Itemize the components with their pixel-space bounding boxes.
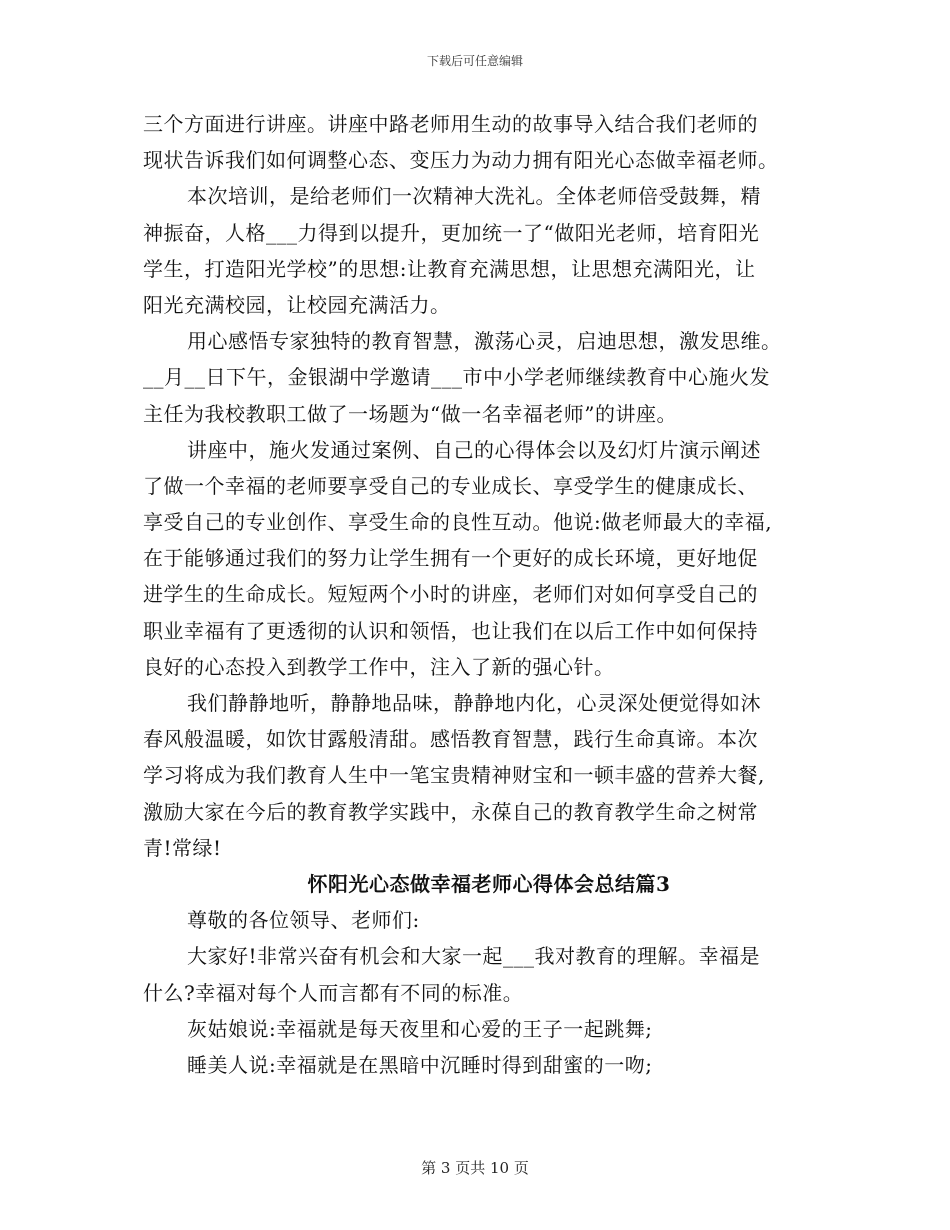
page-header: 下载后可任意编辑: [426, 54, 523, 68]
text-line: 春风般温暖，如饮甘露般清甜。感悟教育智慧，践行生命真谛。本次: [143, 727, 758, 752]
text-line: 现状告诉我们如何调整心态、变压力为动力拥有阳光心态做幸福老师。: [143, 148, 779, 173]
text-line: __月__日下午，金银湖中学邀请___市中小学老师继续教育中心施火发: [143, 365, 770, 390]
text-line: 灰姑娘说:幸福就是每天夜里和心爱的王子一起跳舞;: [187, 1016, 653, 1041]
text-line: 了做一个幸福的老师要享受自己的专业成长、享受学生的健康成长、: [143, 473, 758, 498]
text-line: 良好的心态投入到教学工作中，注入了新的强心针。: [143, 654, 615, 679]
text-line: 大家好!非常兴奋有机会和大家一起___我对教育的理解。幸福是: [187, 944, 761, 969]
text-line: 职业幸福有了更透彻的认识和领悟，也让我们在以后工作中如何保持: [143, 618, 758, 643]
text-line: 神振奋，人格___力得到以提升，更加统一了“做阳光老师，培育阳光: [143, 220, 760, 245]
text-line: 本次培训，是给老师们一次精神大洗礼。全体老师倍受鼓舞，精: [187, 184, 761, 209]
text-line: 享受自己的专业创作、享受生命的良性互动。他说:做老师最大的幸福,: [143, 510, 773, 535]
text-line: 用心感悟专家独特的教育智慧，激荡心灵，启迪思想，激发思维。: [187, 329, 782, 354]
text-line: 什么?幸福对每个人而言都有不同的标准。: [143, 980, 524, 1005]
text-line: 激励大家在今后的教育教学实践中，永葆自己的教育教学生命之树常: [143, 799, 758, 824]
text-line: 青!常绿!: [143, 835, 222, 860]
section-heading: 怀阳光心态做幸福老师心得体会总结篇3: [307, 871, 671, 896]
text-line: 主任为我校教职工做了一场题为“做一名幸福老师”的讲座。: [143, 401, 677, 426]
text-line: 三个方面进行讲座。讲座中路老师用生动的故事导入结合我们老师的: [143, 112, 758, 136]
document-body: [143, 106, 815, 1083]
text-line: 我们静静地听，静静地品味，静静地内化，心灵深处便觉得如沐: [187, 691, 761, 715]
text-line: 学生，打造阳光学校”的思想:让教育充满思想，让思想充满阳光，让: [143, 256, 756, 281]
page-footer: 第 3 页共 10 页: [421, 1159, 529, 1177]
text-line: 在于能够通过我们的努力让学生拥有一个更好的成长环境，更好地促: [143, 546, 758, 571]
text-line: 睡美人说:幸福就是在黑暗中沉睡时得到甜蜜的一吻;: [187, 1052, 653, 1077]
text-line: 讲座中，施火发通过案例、自己的心得体会以及幻灯片演示阐述: [187, 437, 761, 462]
text-line: 进学生的生命成长。短短两个小时的讲座，老师们对如何享受自己的: [143, 582, 758, 607]
text-line: 阳光充满校园，让校园充满活力。: [143, 292, 451, 317]
text-line: 学习将成为我们教育人生中一笔宝贵精神财宝和一顿丰盛的营养大餐,: [143, 763, 765, 788]
text-line: 尊敬的各位领导、老师们:: [187, 908, 420, 933]
